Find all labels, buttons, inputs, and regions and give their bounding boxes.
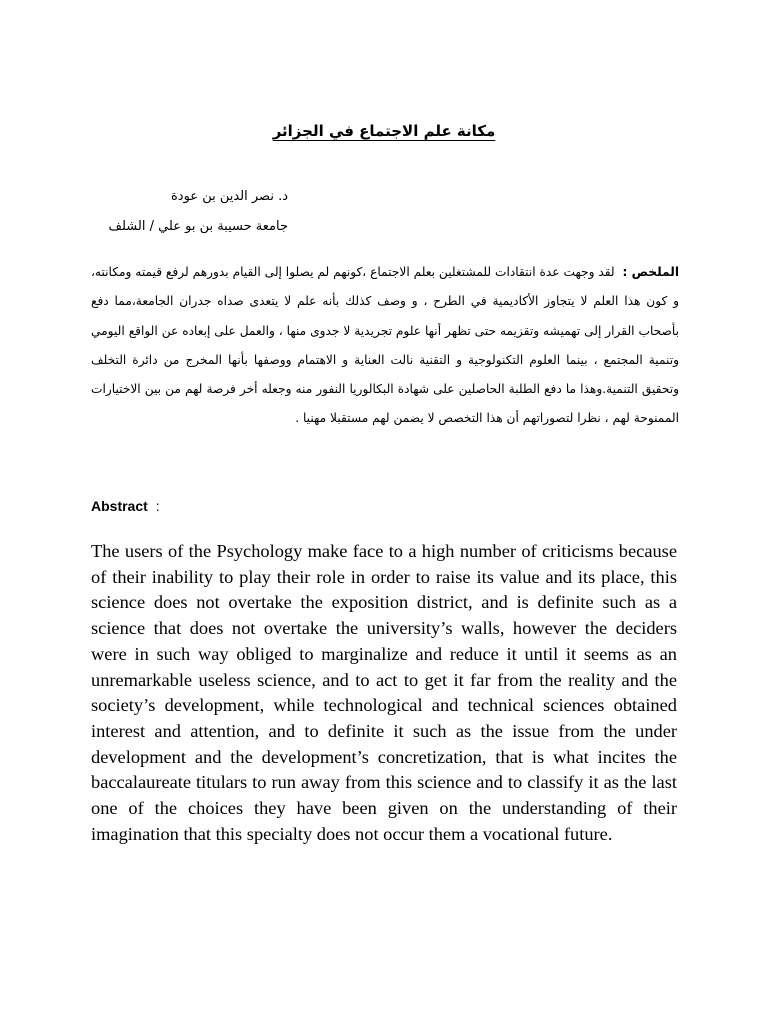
author-block [8, 182, 288, 242]
abstract-heading-label: Abstract [91, 498, 148, 514]
author-name: د. نصر الدين بن عودة [170, 189, 288, 204]
author-affiliation: جامعة حسيبة بن بو علي / الشلف [108, 219, 288, 234]
english-abstract-text: The users of the Psychology make face to a high number of criticisms because of their inability to play their role in order to raise its value and its place, this science does not overtake the exposition district, and is definite such as a science that does not overtake the university’s walls, however the deciders were in such way obliged to marginalize and reduce it until it seems as an unremarkable useless science, and to act to get it far from the reality and the society’s development, while technological and technical sciences obtained interest and attention, and to definite it such as the issue from the under development and the development’s concretization, that is what incites the baccalaureate titulars to run away from this science and to classify it as the last one of the choices they have been given on the understanding of their imagination that this specialty does not occur them a vocational future. [91, 541, 677, 844]
abstract-heading [91, 498, 160, 514]
abstract-heading-colon: : [155, 498, 160, 514]
page-title: مكانة علم الاجتماع في الجزائر [272, 122, 496, 140]
arabic-abstract [91, 258, 679, 434]
arabic-abstract-text: لقد وجهت عدة انتقادات للمشتغلين بعلم الاجتماع ،كونهم لم يصلوا إلى القيام بدورهم لرفع قيمته ومكانته، و كون هذا العلم لا يتجاوز الأكاديمية في الطرح ، و وصف كذلك بأنه علم لا يتعدى صداه جدران الجامعة،مما دفع بأصحاب القرار إلى تهميشه وتقزيمه حتى تظهر أنها علوم تجريدية لا جدوى منها ، والعمل على إبعاده عن الواقع اليومي وتنمية المجتمع ، بينما العلوم التكنولوجية و التقنية نالت العناية و الاهتمام ووصفها بأنها المخرج من دائرة التخلف وتحقيق التنمية.وهذا ما دفع الطلبة الحاصلين على شهادة البكالوريا النفور منه وجعله أخر فرصة لهم من بين الاختيارات الممنوحة لهم ، نظرا لتصوراتهم أن هذا التخصص لا يضمن لهم مستقبلا مهنيا . [91, 265, 679, 426]
arabic-abstract-label: الملخص : [622, 265, 679, 279]
